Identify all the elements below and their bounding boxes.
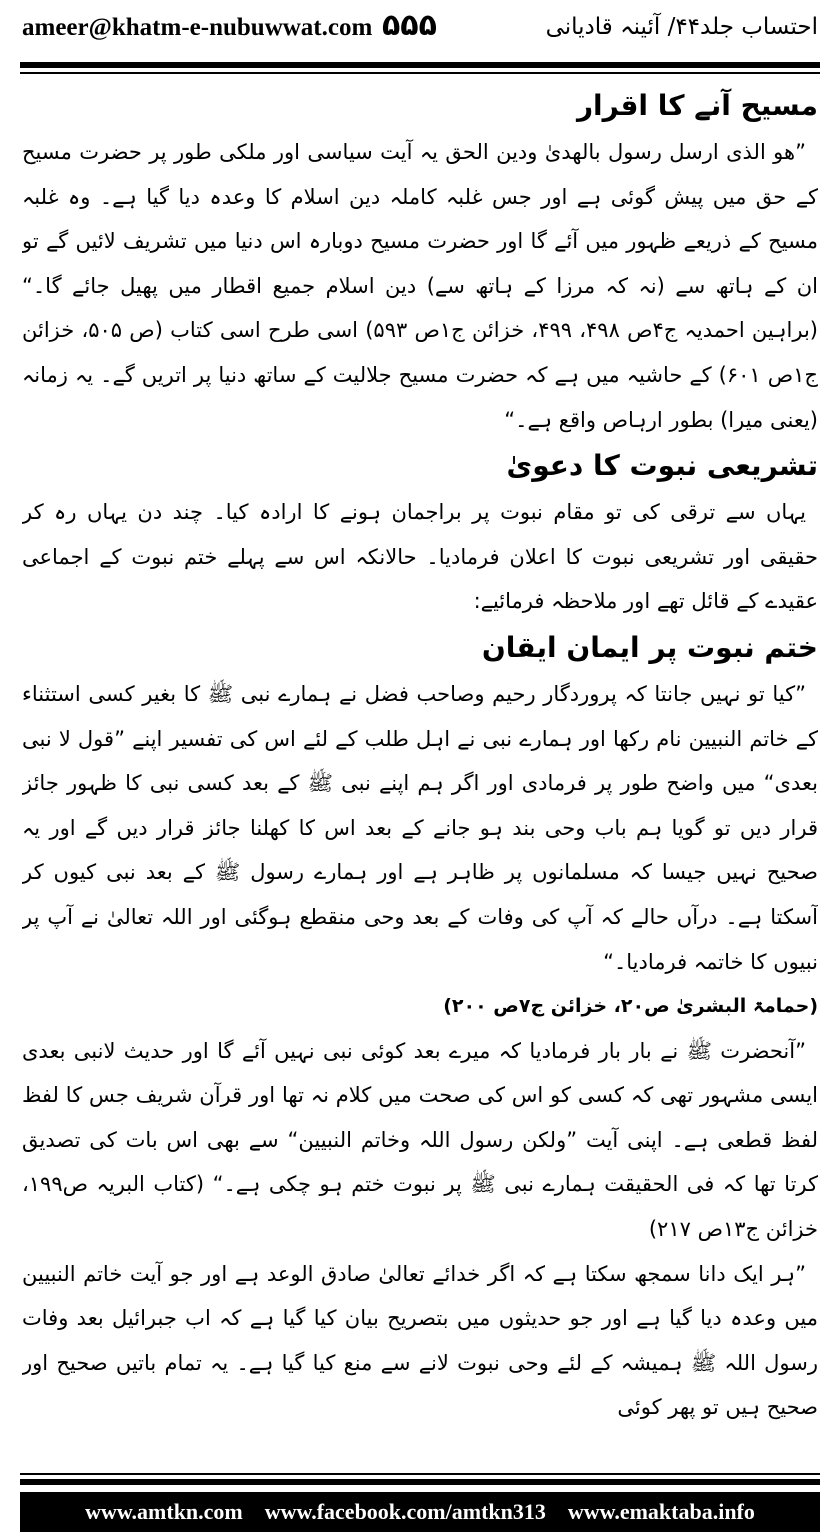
header-rule-thick <box>20 62 820 68</box>
book-title: احتساب جلد۴۴/ آئینہ قادیانی <box>545 14 818 40</box>
paragraph-masih: ”ھو الذی ارسل رسول بالھدیٰ ودین الحق یہ آیت سیاسی اور ملکی طور پر حضرت مسیح کے حق میں پیش گوئی ہے اور جس غلبہ کاملہ دین اسلام کا وعدہ دیا گیا ہے۔ وہ غلبہ مسیح کے ذریعے ظہور میں آئے گا اور حضرت مسیح دوبارہ اس دنیا میں تشریف لائیں گے تو ان کے ہاتھ سے (نہ کہ مرزا کے ہاتھ سے) دین اسلام جمیع اقطار میں پھیل جائے گا۔“ (براہین احمدیہ ج۴ص ۴۹۸، ۴۹۹، خزائن ج۱ص ۵۹۳) اسی طرح اسی کتاب (ص ۵۰۵، خزائن ج۱ص ۶۰۱) کے حاشیہ میں ہے کہ حضرت مسیح جلالیت کے ساتھ دنیا پر اتریں گے۔ یہ زمانہ (یعنی میرا) بطور ارہاص واقع ہے۔“ <box>22 140 818 432</box>
quote-hamamat: ”کیا تو نہیں جانتا کہ پروردگار رحیم وصاحب فضل نے ہمارے نبی ﷺ کا بغیر کسی استثناء کے خاتم النبیین نام رکھا اور ہمارے نبی نے اہل طلب کے لئے اس کی تفسیر اپنے ”قول لا نبی بعدی“ میں واضح طور پر فرمادی اور اگر ہم اپنے نبی ﷺ کے بعد کسی نبی کا ظہور جائز قرار دیں تو گویا ہم باب وحی بند ہو جانے کے بعد اس کا کھلنا جائز قرار دیں گے اور یہ صحیح نہیں جیسا کہ مسلمانوں پر ظاہر ہے اور ہمارے رسول ﷺ کے بعد نبی کیوں کر آسکتا ہے۔ درآں حالے کہ آپ کی وفات کے بعد وحی منقطع ہوگئی اور اللہ تعالیٰ نے آپ پر نبیوں کا خاتمہ فرمادیا۔“ <box>22 681 818 974</box>
section-heading-tashrii: تشریعی نبوت کا دعویٰ <box>506 449 818 483</box>
quote-dana: ”ہر ایک دانا سمجھ سکتا ہے کہ اگر خدائے تعالیٰ صادق الوعد ہے اور جو آیت خاتم النبیین میں وعدہ دیا گیا ہے اور جو حدیثوں میں بتصریح بیان کیا گیا ہے کہ اب جبرائیل بعد وفات رسول اللہ ﷺ ہمیشہ کے لئے وحی نبوت لانے سے منع کیا گیا ہے۔ یہ تمام باتیں صحیح اور صحیح ہیں تو پھر کوئی <box>22 1261 818 1420</box>
page-header <box>0 0 840 68</box>
footer-rule-thin <box>20 1473 820 1475</box>
paragraph-tashrii: یہاں سے ترقی کی تو مقام نبوت پر براجمان ہونے کا ارادہ کیا۔ چند دن یہاں رہ کر حقیقی اور تشریعی نبوت کا اعلان فرمادیا۔ حالانکہ اس سے پہلے ختم نبوت کے اجماعی عقیدے کے قائل تھے اور ملاحظہ فرمائیے: <box>22 500 818 614</box>
citation-hamamat: (حمامۃ البشریٰ ص۲۰، خزائن ج۷ص ۲۰۰) <box>443 995 818 1018</box>
header-email[interactable]: ameer@khatm-e-nubuwwat.com <box>22 14 373 41</box>
section-heading-masih: مسیح آنے کا اقرار <box>576 89 818 122</box>
footer-link-facebook[interactable]: www.facebook.com/amtkn313 <box>264 1499 546 1524</box>
quote-kitab-bariyya: ”آنحضرت ﷺ نے بار بار فرمادیا کہ میرے بعد کوئی نبی نہیں آئے گا اور حدیث لانبی بعدی ایسی مشہور تھی کہ کسی کو اس کی صحت میں کلام نہ تھا اور قرآن شریف جس کا لفظ لفظ قطعی ہے۔ اپنی آیت ”ولکن رسول اللہ وخاتم النبیین“ سے بھی اس بات کی تصدیق کرتا تھا کہ فی الحقیقت ہمارے نبی ﷺ پر نبوت ختم ہو چکی ہے۔“ (کتاب البریہ ص۱۹۹، خزائن ج۱۳ص ۲۱۷) <box>22 1038 818 1242</box>
footer-link-amtkn[interactable]: www.amtkn.com <box>85 1499 243 1524</box>
section-heading-khatm: ختم نبوت پر ایمان ایقان <box>481 630 818 664</box>
page-number: ۵۵۵ <box>382 8 437 43</box>
footer-rule-thick <box>20 1479 820 1485</box>
footer-links <box>20 1492 820 1532</box>
body-text <box>22 82 818 1466</box>
footer-link-emaktaba[interactable]: www.emaktaba.info <box>567 1499 755 1524</box>
header-rule-thin <box>20 72 820 74</box>
